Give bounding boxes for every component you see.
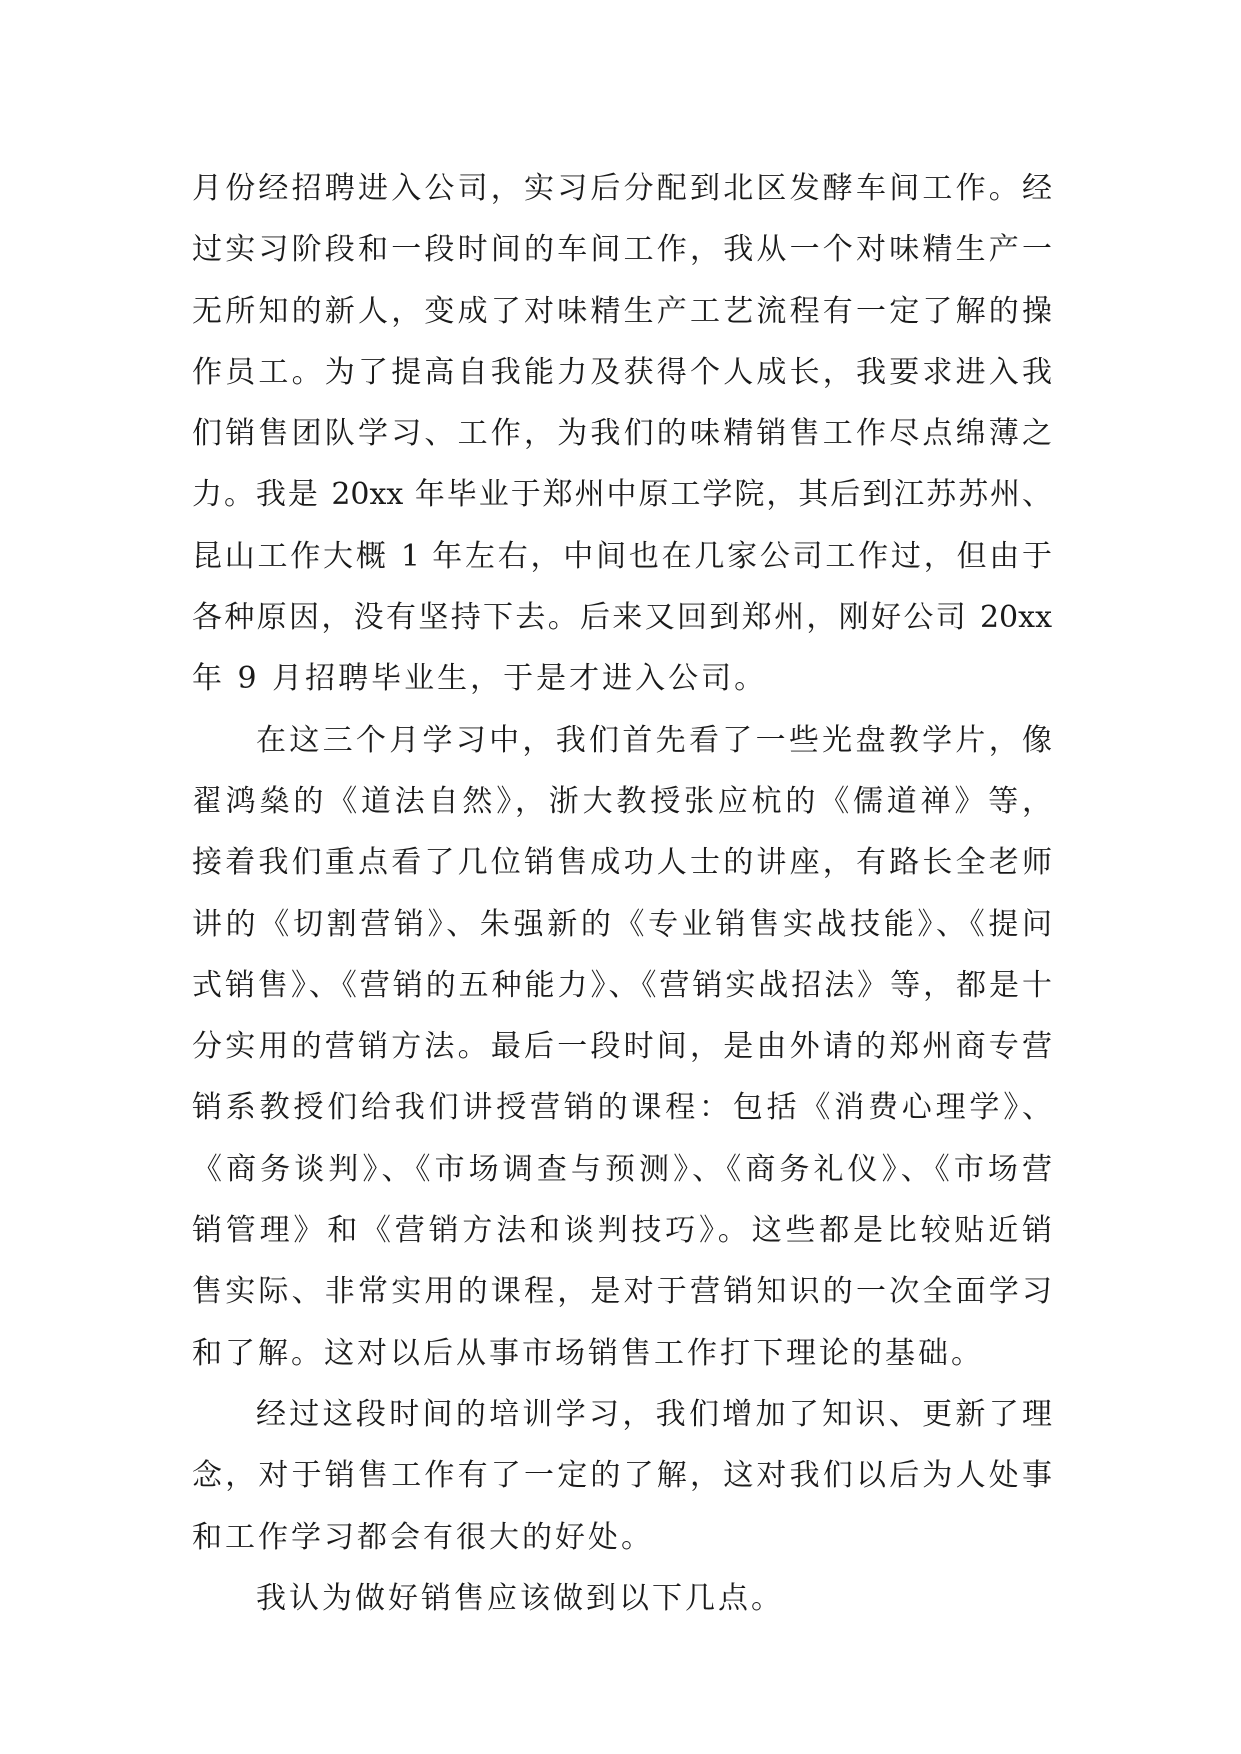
text-line: 接着我们重点看了几位销售成功人士的讲座，有路长全老师: [192, 845, 1052, 881]
paragraph-first-line: 在这三个月学习中，我们首先看了一些光盘教学片，像: [256, 722, 1052, 758]
text-line: 昆山工作大概 1 年左右，中间也在几家公司工作过，但由于: [192, 538, 1052, 574]
text-line: 讲的《切割营销》、朱强新的《专业销售实战技能》、《提问: [192, 906, 1052, 942]
text-line: 《商务谈判》、《市场调查与预测》、《商务礼仪》、《市场营: [192, 1151, 1052, 1187]
text-line: 年 9 月招聘毕业生，于是才进入公司。: [192, 661, 768, 697]
text-line: 作员工。为了提高自我能力及获得个人成长，我要求进入我: [192, 354, 1052, 390]
text-line: 过实习阶段和一段时间的车间工作，我从一个对味精生产一: [192, 232, 1052, 268]
text-line: 月份经招聘进入公司，实习后分配到北区发酵车间工作。经: [192, 171, 1052, 206]
text-line: 念，对于销售工作有了一定的了解，这对我们以后为人处事: [192, 1458, 1052, 1494]
text-line: 式销售》、《营销的五种能力》、《营销实战招法》等，都是十: [192, 967, 1052, 1003]
paragraph-first-line: 经过这段时间的培训学习，我们增加了知识、更新了理: [256, 1396, 1052, 1432]
text-line: 们销售团队学习、工作，为我们的味精销售工作尽点绵薄之: [192, 416, 1052, 452]
text-line: 销系教授们给我们讲授营销的课程：包括《消费心理学》、: [192, 1090, 1052, 1126]
text-line: 分实用的营销方法。最后一段时间，是由外请的郑州商专营: [192, 1029, 1052, 1065]
text-line: 和了解。这对以后从事市场销售工作打下理论的基础。: [192, 1335, 984, 1371]
text-line: 销管理》和《营销方法和谈判技巧》。这些都是比较贴近销: [192, 1213, 1052, 1249]
text-line: 无所知的新人，变成了对味精生产工艺流程有一定了解的操: [192, 293, 1052, 329]
text-line: 各种原因，没有坚持下去。后来又回到郑州，刚好公司 20xx: [192, 600, 1052, 636]
text-line: 和工作学习都会有很大的好处。: [192, 1519, 654, 1555]
body-text: [192, 158, 1052, 1629]
text-line: 翟鸿燊的《道法自然》，浙大教授张应杭的《儒道禅》等，: [192, 783, 1052, 819]
paragraph-first-line: 我认为做好销售应该做到以下几点。: [256, 1580, 784, 1616]
text-line: 售实际、非常实用的课程，是对于营销知识的一次全面学习: [192, 1274, 1052, 1310]
text-line: 力。我是 20xx 年毕业于郑州中原工学院，其后到江苏苏州、: [192, 477, 1052, 513]
